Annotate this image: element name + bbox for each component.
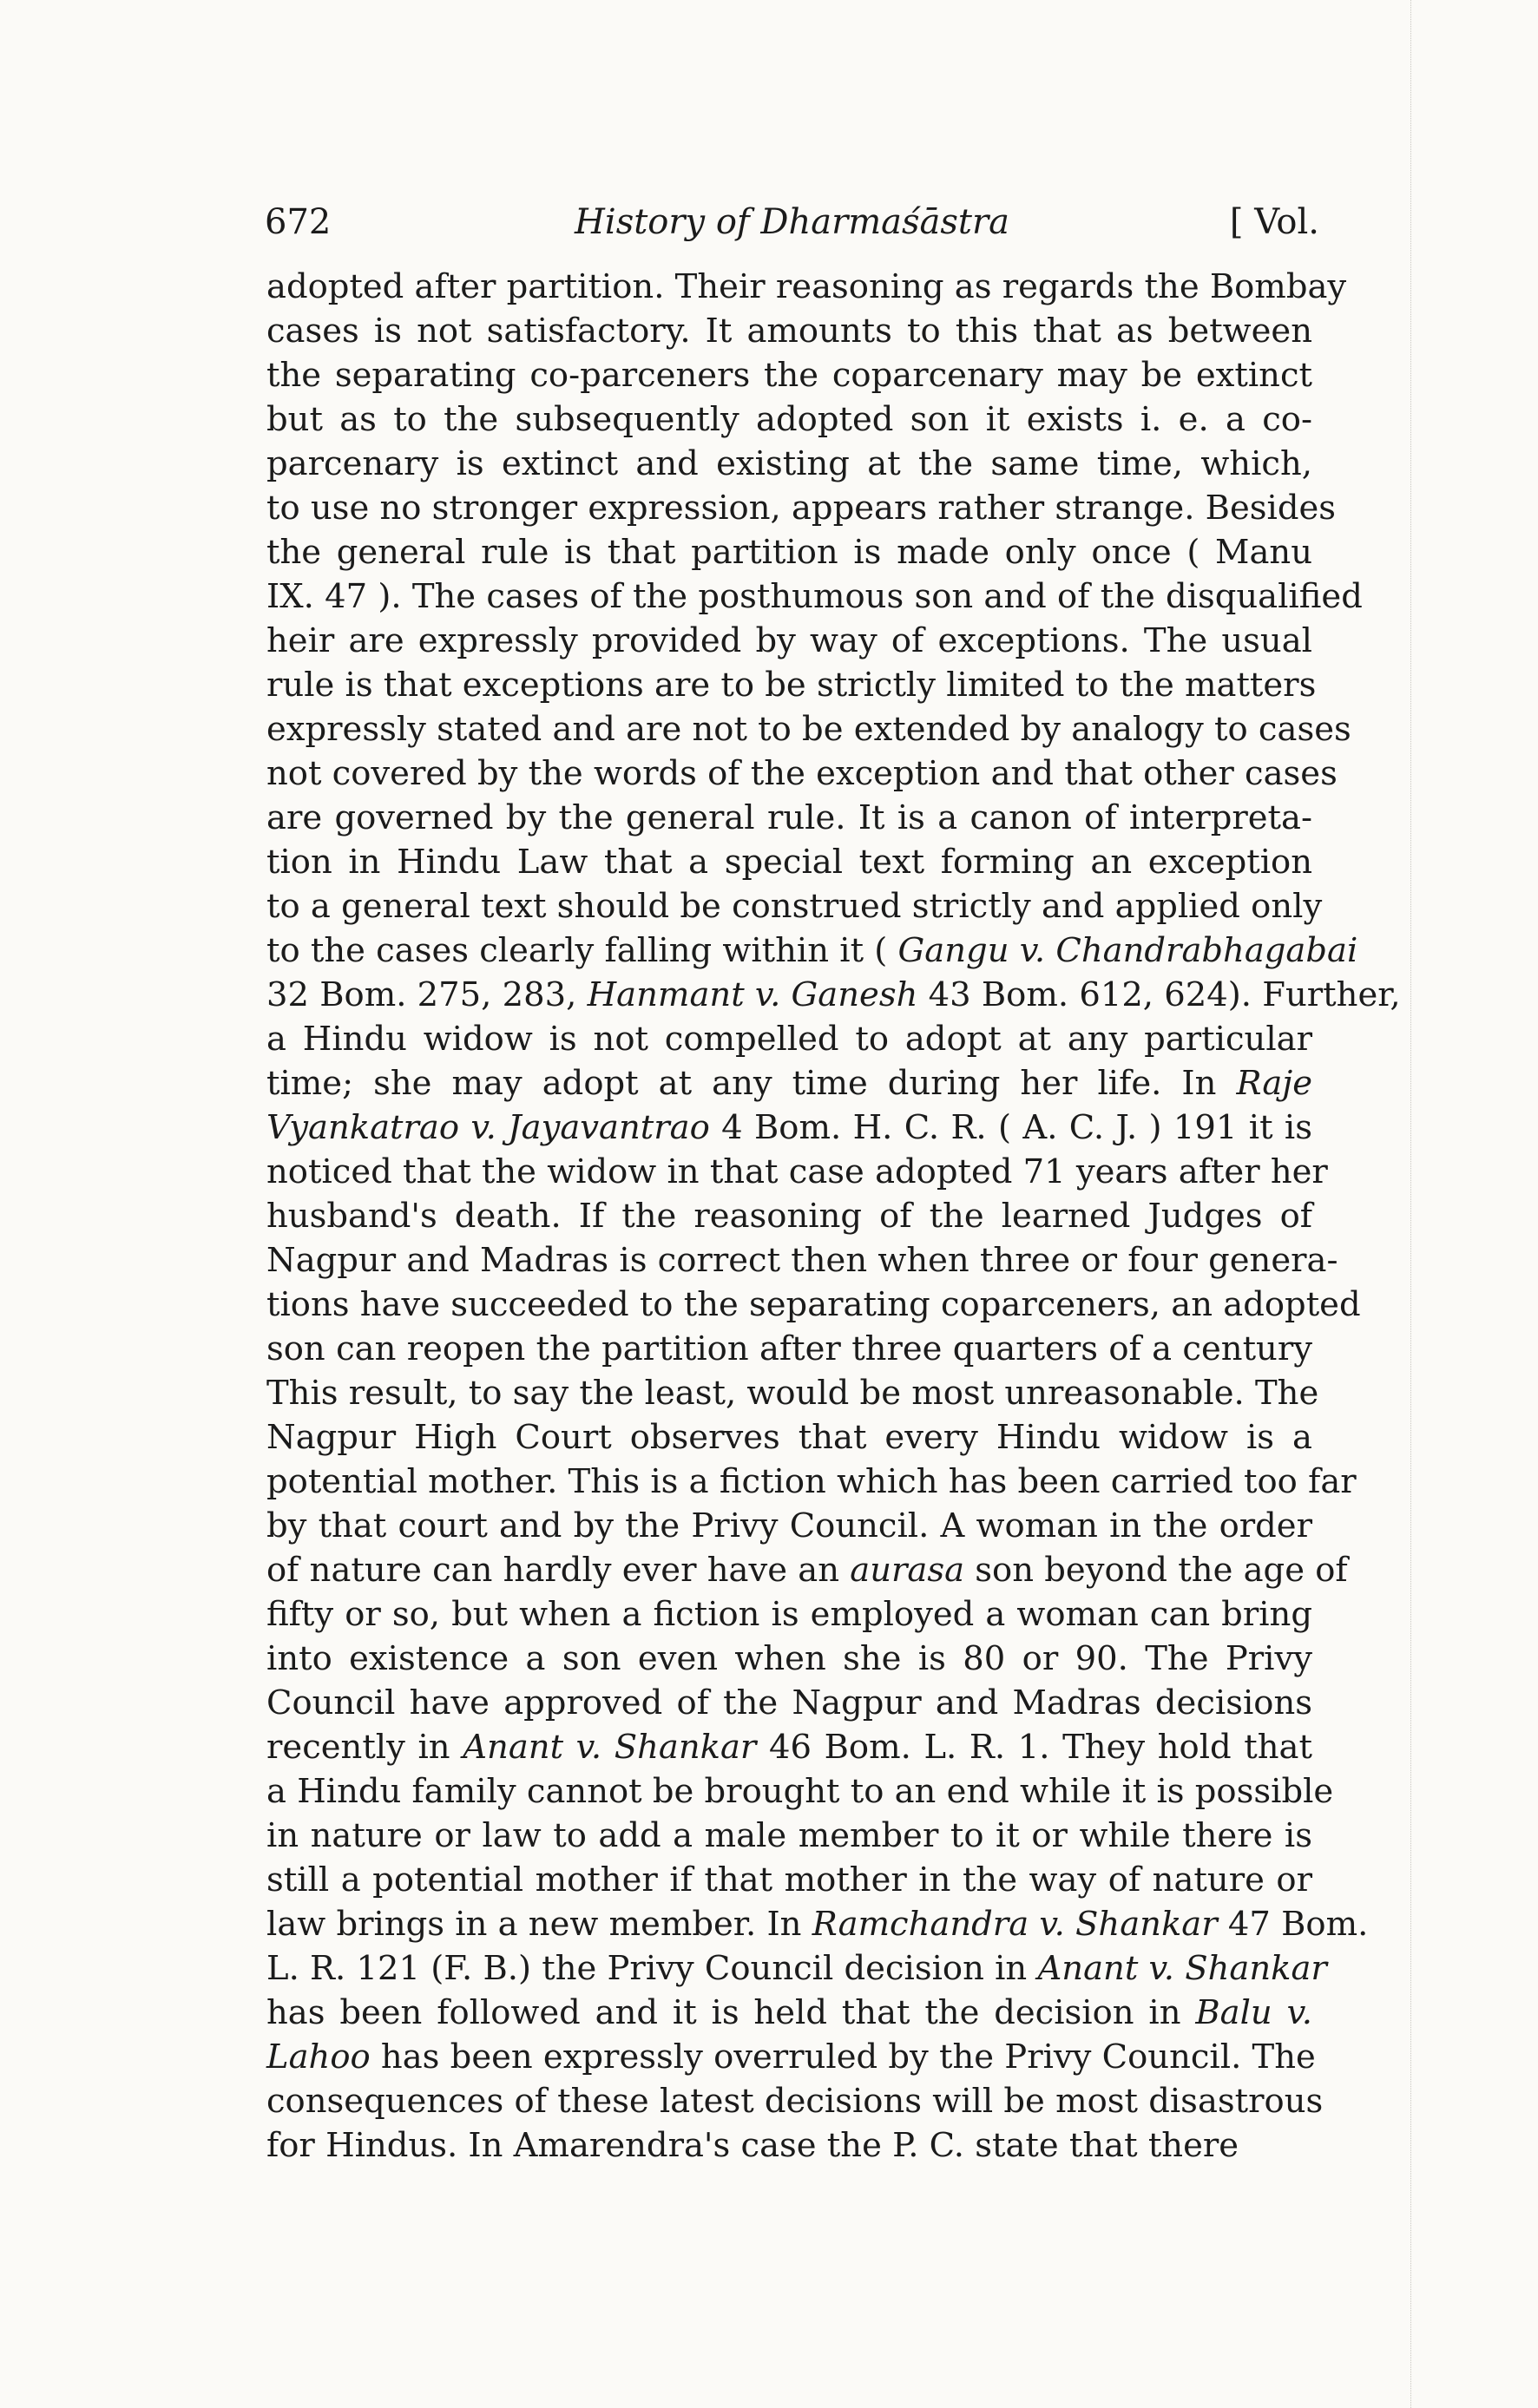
text-segment: to use no stronger expression, appears rather strange. Besides [266,489,1337,528]
text-line [266,884,1323,928]
page-number: 672 [265,202,332,242]
volume-marker: [ Vol. [1229,202,1319,242]
text-segment: 46 Bom. L. R. 1. They hold that [756,1728,1312,1767]
running-title: History of Dharmaśāstra [575,202,1009,242]
text-line [266,1194,1312,1238]
text-line [266,1283,1361,1327]
text-segment: the general rule is that partition is made only once ( Manu [266,533,1312,572]
text-line [266,928,1358,973]
text-segment: rule is that exceptions are to be strictly limited to the matters [266,666,1317,705]
text-segment: has been followed and it is held that the decision in [266,1993,1196,2032]
italic-citation: Balu v. [1195,1993,1312,2032]
text-line [266,973,1401,1017]
text-segment: still a potential mother if that mother in the way of nature or [266,1860,1312,1899]
text-line [266,1548,1348,1592]
text-segment: law brings in a new member. In [266,1905,812,1944]
text-segment: adopted after partition. Their reasoning as regards the Bombay [266,267,1347,306]
text-line [266,397,1312,442]
text-segment: noticed that the widow in that case adopted 71 years after her [266,1152,1328,1191]
text-line [266,1902,1369,1946]
text-line [266,1238,1338,1283]
italic-citation: Hanmant v. Ganesh [587,975,918,1014]
italic-citation: Anant v. Shankar [463,1728,757,1767]
text-line [266,1106,1312,1150]
text-segment: IX. 47 ). The cases of the posthumous son and of the disqualified [266,577,1363,616]
text-segment: 43 Bom. 612, 624). Further, [917,975,1401,1014]
text-segment: consequences of these latest decisions will be most disastrous [266,2082,1324,2121]
text-segment: fifty or so, but when a fiction is employed a woman can bring [266,1595,1312,1634]
text-line [266,2035,1316,2079]
text-line [266,1858,1312,1902]
running-header [265,196,1319,248]
italic-citation: Raje [1236,1064,1312,1103]
text-line [266,2123,1312,2168]
page-edge [1410,0,1411,2408]
text-segment: 47 Bom. [1217,1905,1369,1944]
italic-citation: Gangu v. Chandrabhagabai [897,931,1358,970]
text-segment: tion in Hindu Law that a special text forming an exception [266,843,1312,882]
text-line [266,1946,1327,1991]
text-segment: for Hindus. In Amarendra's case the P. C. state that there [266,2126,1239,2165]
body-text [266,265,1401,2168]
text-line [266,1415,1312,1460]
text-line [266,840,1312,884]
text-segment: parcenary is extinct and existing at the same time, which, [266,444,1312,483]
text-line [266,1725,1312,1769]
text-line [266,1327,1312,1371]
text-segment: Nagpur High Court observes that every Hindu widow is a [266,1418,1312,1457]
text-line [266,619,1312,663]
text-line [266,1150,1328,1194]
text-segment: husband's death. If the reasoning of the learned Judges of [266,1197,1312,1236]
text-segment: a Hindu family cannot be brought to an end while it is possible [266,1772,1334,1811]
text-line [266,1769,1334,1814]
text-line [266,353,1312,397]
text-segment: son can reopen the partition after three quarters of a century [266,1329,1312,1368]
text-line [266,530,1312,574]
text-segment: Nagpur and Madras is correct then when three or four genera- [266,1241,1338,1280]
text-segment: This result, to say the least, would be most unreasonable. The [266,1374,1319,1413]
text-segment: 32 Bom. 275, 283, [266,975,588,1014]
text-line [266,1681,1312,1725]
text-line [266,796,1312,840]
text-segment: cases is not satisfactory. It amounts to this that as between [266,312,1312,351]
text-segment: of nature can hardly ever have an [266,1551,851,1590]
text-line [266,265,1347,309]
text-segment: time; she may adopt at any time during her life. In [266,1064,1237,1103]
text-line [266,1991,1312,2035]
text-segment: not covered by the words of the exception and that other cases [266,754,1338,793]
text-line [266,751,1338,796]
text-line [266,1061,1312,1106]
text-segment: son beyond the age of [964,1551,1348,1590]
text-segment: tions have succeeded to the separating coparceners, an adopted [266,1285,1361,1324]
text-segment: potential mother. This is a fiction which has been carried too far [266,1462,1357,1501]
text-line [266,309,1312,353]
italic-citation: aurasa [850,1551,965,1590]
text-line [266,1814,1312,1858]
text-segment: to a general text should be construed strictly and applied only [266,887,1323,926]
text-segment: are governed by the general rule. It is a canon of interpreta- [266,798,1312,837]
text-line [266,1504,1312,1548]
text-segment: L. R. 121 (F. B.) the Privy Council decision in [266,1949,1038,1988]
italic-citation: Vyankatrao v. Jayavantrao [266,1108,710,1147]
text-line [266,1371,1319,1415]
text-line [266,1017,1312,1061]
text-line [266,574,1363,619]
text-line [266,663,1317,707]
text-segment: in nature or law to add a male member to it or while there is [266,1816,1312,1855]
text-segment: expressly stated and are not to be extended by analogy to cases [266,710,1351,749]
text-line [266,442,1312,486]
text-line [266,1592,1312,1637]
italic-citation: Lahoo [266,2037,371,2077]
text-segment: the separating co-parceners the coparcenary may be extinct [266,356,1312,395]
italic-citation: Anant v. Shankar [1037,1949,1327,1988]
text-segment: to the cases clearly falling within it ( [266,931,898,970]
text-line [266,486,1337,530]
text-segment: recently in [266,1728,463,1767]
text-segment: into existence a son even when she is 80 or 90. The Privy [266,1639,1312,1678]
text-segment: a Hindu widow is not compelled to adopt at any particular [266,1020,1312,1059]
text-segment: 4 Bom. H. C. R. ( A. C. J. ) 191 it is [709,1108,1312,1147]
text-segment: Council have approved of the Nagpur and Madras decisions [266,1683,1312,1722]
text-segment: has been expressly overruled by the Privy Council. The [370,2037,1316,2077]
text-line [266,2079,1324,2123]
text-line [266,707,1351,751]
text-line [266,1460,1357,1504]
text-segment: but as to the subsequently adopted son it exists i. e. a co- [266,400,1312,439]
text-line [266,1637,1312,1681]
text-segment: by that court and by the Privy Council. A woman in the order [266,1506,1312,1545]
italic-citation: Ramchandra v. Shankar [812,1905,1218,1944]
text-segment: heir are expressly provided by way of exceptions. The usual [266,621,1312,660]
